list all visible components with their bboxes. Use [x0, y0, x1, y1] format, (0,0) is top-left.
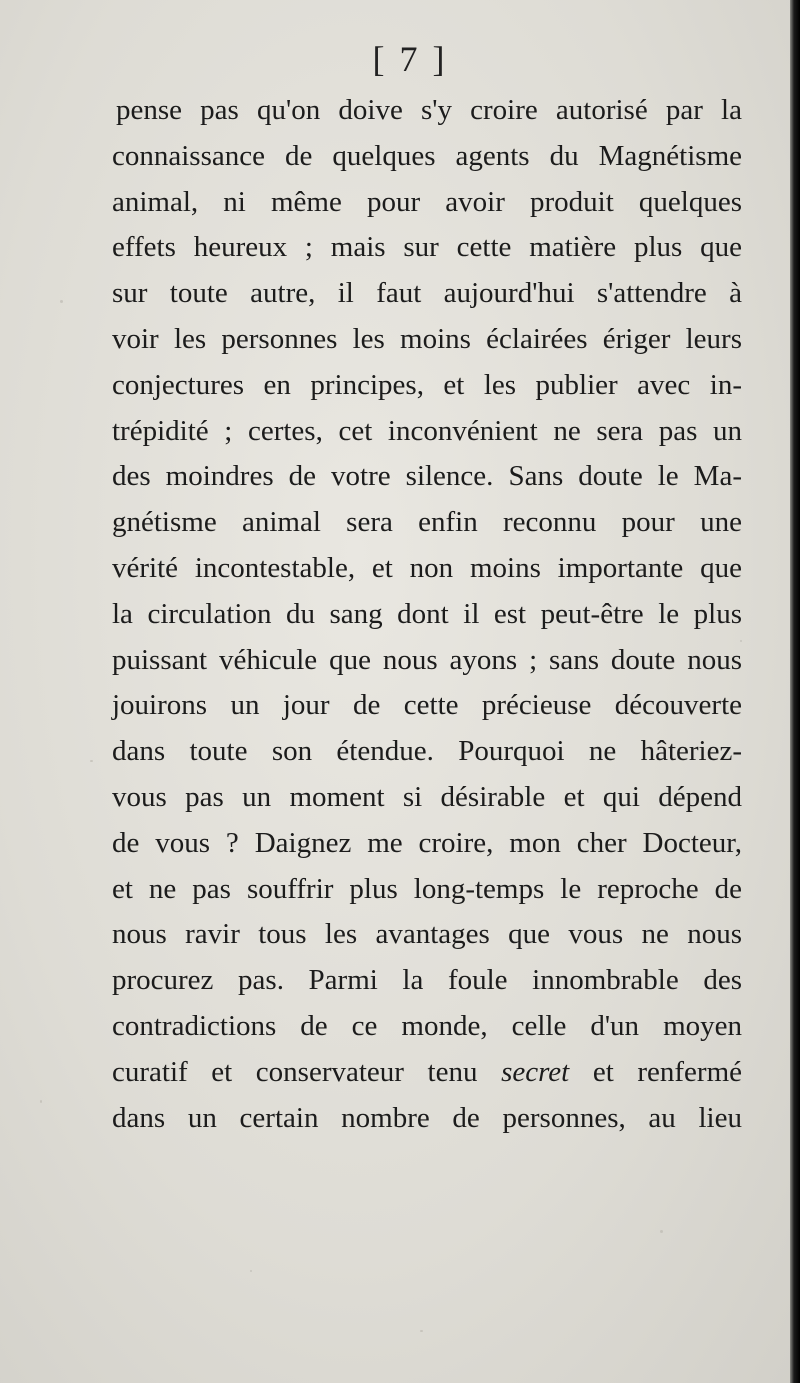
page-number: [ 7 ]: [372, 39, 448, 79]
text-line: dans toute son étendue. Pourquoi ne hâteriez-: [112, 735, 742, 768]
text-line: vous pas un moment si désirable et qui dépend: [112, 780, 742, 813]
text-line-with-italic: [112, 1050, 742, 1096]
text-segment: curatif et conservateur tenu: [112, 1055, 502, 1088]
paper-speck: [250, 1270, 252, 1272]
paper-speck: [60, 300, 63, 303]
paper-speck: [420, 1330, 423, 1332]
text-line: vérité incontestable, et non moins importante que: [112, 551, 742, 584]
text-line: des moindres de votre silence. Sans doute le Ma-: [112, 460, 742, 493]
text-line: trépidité ; certes, cet inconvénient ne sera pas un: [112, 414, 742, 447]
text-line: gnétisme animal sera enfin reconnu pour une: [112, 506, 742, 539]
text-line: de vous ? Daignez me croire, mon cher Docteur,: [112, 826, 742, 859]
text-line: procurez pas. Parmi la foule innombrable des: [112, 964, 742, 997]
text-line: connaissance de quelques agents du Magnétisme: [112, 139, 742, 172]
paper-speck: [90, 760, 93, 762]
text-line: animal, ni même pour avoir produit quelques: [112, 185, 742, 218]
text-line: la circulation du sang dont il est peut-être le plus: [112, 597, 742, 630]
text-line: contradictions de ce monde, celle d'un moyen: [112, 1009, 742, 1042]
text-line: pense pas qu'on doive s'y croire autorisé par la: [116, 94, 742, 126]
body-text: [112, 88, 742, 1141]
text-line: dans un certain nombre de personnes, au lieu: [112, 1101, 742, 1134]
page-edge-shadow: [790, 0, 800, 1383]
text-line: et ne pas souffrir plus long-temps le reproche de: [112, 872, 742, 905]
text-line: puissant véhicule que nous ayons ; sans doute nous: [112, 643, 742, 676]
text-line: effets heureux ; mais sur cette matière plus que: [112, 231, 742, 264]
text-line: sur toute autre, il faut aujourd'hui s'attendre à: [112, 277, 742, 310]
text-line: nous ravir tous les avantages que vous ne nous: [112, 918, 742, 951]
paper-speck: [40, 1100, 42, 1103]
text-segment: et renfermé: [569, 1055, 742, 1088]
text-line: voir les personnes les moins éclairées ériger leurs: [112, 322, 742, 355]
text-line: jouirons un jour de cette précieuse découverte: [112, 689, 742, 722]
paper-speck: [660, 1230, 663, 1233]
text-line: conjectures en principes, et les publier avec in-: [112, 368, 742, 401]
italic-word: secret: [501, 1055, 570, 1088]
